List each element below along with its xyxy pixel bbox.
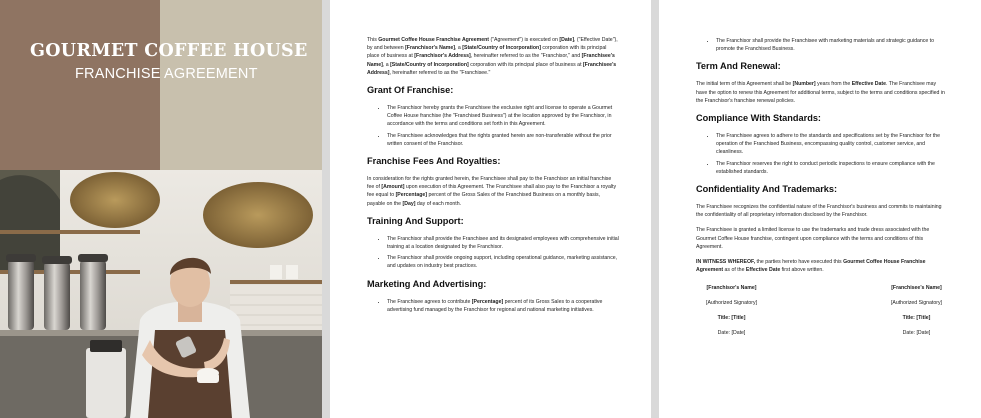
witness-paragraph: IN WITNESS WHEREOF, the parties hereto have executed this Gourmet Coffee House Franchise Agreement as of the Effective Date first above written. — [696, 259, 926, 274]
franchisor-title: Title: [Title] — [717, 314, 746, 321]
list-item: • The Franchisor shall provide ongoing support, including operational guidance, marketing assistance, and updates on industry best practices. — [387, 254, 619, 270]
agreement-intro-paragraph: This Gourmet Coffee House Franchise Agreement ("Agreement") is executed on [Date], ("Effective Date"), by and between [Franchisor's Name], a [State/Country of Incorporation] corporation with its principal place of business at [Franchisor's Address], hereinafter referred to as the "Franchisor," and [Franchisee's Name], a [State/Country of Incorporation] corporation with its principal place of business at [Franchisee's Address], hereinafter referred to as the "Franchisee." — [367, 37, 618, 76]
trademark-license-paragraph: The Franchisee is granted a limited license to use the trademarks and trade dress associated with the Gourmet Coffee House franchise, contingent upon compliance with the terms and conditions of this Agreement. — [696, 227, 930, 250]
franchisor-date: Date: [Date] — [717, 329, 746, 336]
fees-royalties-paragraph: In consideration for the rights granted herein, the Franchisee shall pay to the Franchisor an initial franchise fee of [Amount] upon execution of this Agreement. The Franchisee shall also pay to the Franchisor a royalty fee equal to [Percentage] percent of the Gross Sales of the Franchised Business on a monthly basis, payable on the [Day] day of each month. — [367, 176, 617, 207]
marketing-advertising-list-continued — [696, 37, 948, 53]
franchisee-signature — [891, 284, 942, 343]
fees-royalties-heading: Franchise Fees And Royalties: — [367, 156, 501, 167]
cover-band-right — [160, 0, 322, 170]
marketing-advertising-list — [367, 298, 619, 314]
cover-band-left — [0, 0, 160, 170]
cover-page — [0, 0, 322, 418]
training-support-heading: Training And Support: — [367, 215, 464, 226]
cover-title: GOURMET COFFEE HOUSE — [30, 41, 308, 61]
franchisee-title: Title: [Title] — [902, 314, 931, 321]
signature-block — [696, 284, 948, 343]
franchisor-signature — [706, 284, 757, 343]
cover-barista-photo — [0, 170, 322, 418]
cover-header — [0, 0, 322, 170]
list-item: • The Franchisor hereby grants the Franchisee the exclusive right and license to operate a Gourmet Coffee House franchise (the "Franchised Business") at the location approved by the Franchisor, in accordance with the terms and conditions set forth in this Agreement. — [387, 104, 619, 129]
training-support-list — [367, 235, 619, 271]
list-item: • The Franchisee acknowledges that the rights granted herein are non-transferable without the prior written consent of the Franchisor. — [387, 132, 619, 148]
grant-of-franchise-heading: Grant Of Franchise: — [367, 85, 454, 96]
confidentiality-trademarks-heading: Confidentiality And Trademarks: — [696, 184, 838, 195]
list-item: • The Franchisee agrees to adhere to the standards and specifications set by the Franchisor for the operation of the Franchised Business, encompassing quality control, customer service, and cleanliness. — [716, 132, 948, 157]
compliance-standards-list — [696, 132, 948, 176]
page-2-content — [367, 36, 619, 320]
franchisor-signatory: [Authorized Signatory] — [706, 300, 758, 307]
list-item: • The Franchisee agrees to contribute [Percentage] percent of its Gross Sales to a cooperative advertising fund managed by the Franchisor for regional and national marketing initiatives. — [387, 298, 619, 314]
document-page-3 — [659, 0, 981, 418]
term-renewal-paragraph: The initial term of this Agreement shall be [Number] years from the Effective Date. The Franchisee may have the option to renew this Agreement for additional terms, subject to the terms and conditions specified in the Franchisor's franchise renewal policies. — [696, 81, 945, 104]
list-item: • The Franchisor shall provide the Franchisee and its designated employees with comprehensive initial training at a location designated by the Franchisor. — [387, 235, 619, 251]
franchisee-name: [Franchisee's Name] — [891, 285, 942, 292]
page-3-content — [696, 37, 948, 343]
confidentiality-paragraph: The Franchisee recognizes the confidential nature of the Franchisor's business and commits to maintaining the confidentiality of all proprietary information disclosed by the Franchisor. — [696, 204, 942, 219]
list-item: • The Franchisor reserves the right to conduct periodic inspections to ensure compliance with the established standards. — [716, 160, 948, 176]
cover-subtitle: FRANCHISE AGREEMENT — [75, 66, 258, 82]
franchisor-name: [Franchisor's Name] — [706, 285, 757, 292]
list-item: • The Franchisor shall provide the Franchisee with marketing materials and strategic guidance to promote the Franchised Business. — [716, 37, 948, 53]
term-renewal-heading: Term And Renewal: — [696, 61, 781, 72]
document-page-2 — [330, 0, 651, 418]
franchisee-date: Date: [Date] — [902, 329, 931, 336]
marketing-advertising-heading: Marketing And Advertising: — [367, 278, 487, 289]
grant-of-franchise-list — [367, 104, 619, 148]
compliance-standards-heading: Compliance With Standards: — [696, 113, 821, 124]
franchisee-signatory: [Authorized Signatory] — [890, 300, 942, 307]
